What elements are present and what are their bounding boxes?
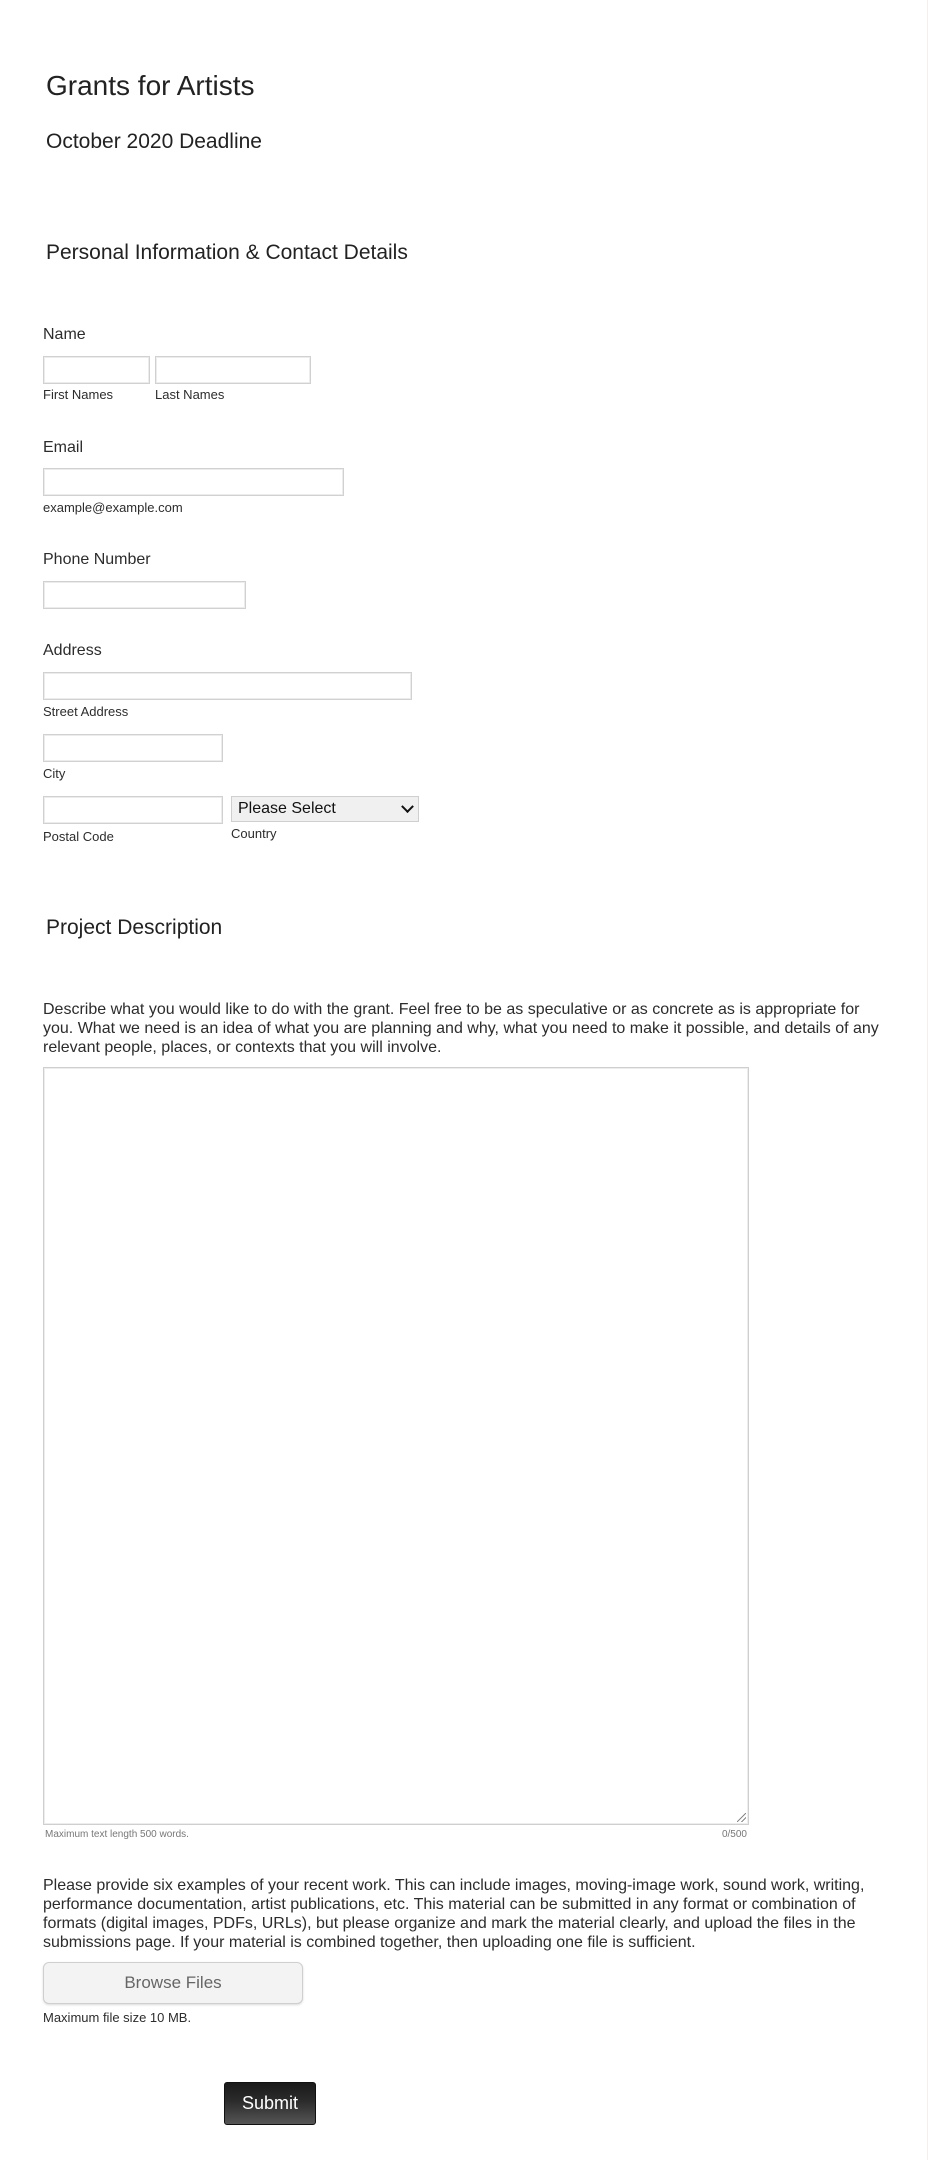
section-title-personal: Personal Information & Contact Details: [46, 241, 408, 264]
postal-code-input[interactable]: [43, 796, 223, 824]
country-select[interactable]: [231, 796, 419, 822]
form-title: Grants for Artists: [46, 70, 255, 101]
first-name-sublabel: First Names: [43, 387, 114, 402]
email-label: Email: [43, 439, 84, 456]
page-edge-divider: [927, 0, 928, 2160]
phone-label: Phone Number: [43, 551, 151, 568]
phone-input[interactable]: [43, 581, 246, 609]
project-description-textarea[interactable]: [43, 1067, 749, 1825]
upload-prompt: Please provide six examples of your recent work. This can include images, moving-image work, sound work, writing, performance documentation, artist publications, etc. This material can be submitted in any format or combination of formats (digital images, PDFs, URLs), but please organize and mark the material clearly, and upload the files in the submissions page. If your material is combined together, then uploading one file is sufficient.: [43, 1877, 865, 1951]
city-input[interactable]: [43, 734, 223, 762]
form-subtitle: October 2020 Deadline: [46, 130, 262, 153]
chevron-down-icon: [401, 800, 414, 813]
country-sublabel: Country: [231, 826, 277, 841]
word-counter: 0/500: [721, 1829, 747, 1840]
street-address-sublabel: Street Address: [43, 704, 129, 719]
country-select-value: Please Select: [238, 800, 336, 817]
max-length-note: Maximum text length 500 words.: [45, 1829, 189, 1840]
email-sublabel: example@example.com: [43, 500, 183, 515]
first-name-input[interactable]: [43, 356, 150, 384]
submit-button[interactable]: Submit: [224, 2082, 316, 2125]
last-name-sublabel: Last Names: [155, 387, 225, 402]
city-sublabel: City: [43, 766, 66, 781]
street-address-input[interactable]: [43, 672, 412, 700]
email-input[interactable]: [43, 468, 344, 496]
description-prompt: Describe what you would like to do with the grant. Feel free to be as speculative or as concrete as is appropriate for you. What we need is an idea of what you are planning and why, what you need to make it possible, and details of any relevant people, places, or contexts that you will involve.: [43, 1001, 879, 1056]
address-label: Address: [43, 642, 102, 659]
browse-files-button[interactable]: Browse Files: [43, 1962, 303, 2004]
section-title-project: Project Description: [46, 916, 223, 939]
last-name-input[interactable]: [155, 356, 311, 384]
name-label: Name: [43, 326, 86, 343]
resize-grip-icon[interactable]: [737, 1813, 746, 1822]
max-file-size-note: Maximum file size 10 MB.: [43, 2010, 192, 2025]
postal-code-sublabel: Postal Code: [43, 829, 114, 844]
